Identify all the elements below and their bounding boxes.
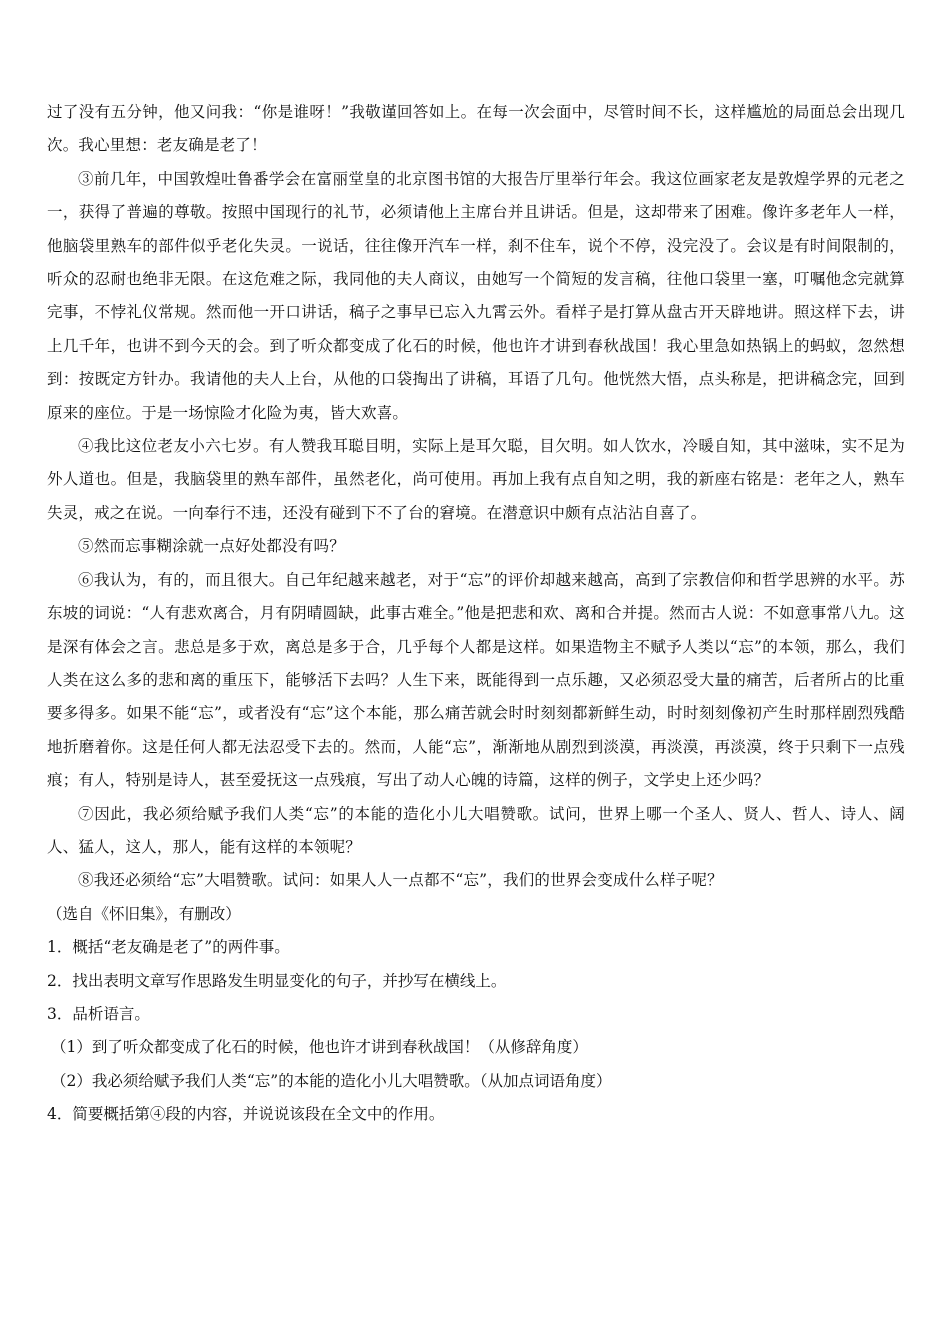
question-1: 1．概括“老友确是老了”的两件事。	[47, 938, 290, 957]
source-note: （选自《怀旧集》，有删改）	[47, 904, 241, 923]
paragraph-6: ⑥我认为，有的，而且很大。自己年纪越来越老，对于“忘”的评价却越来越高，高到了宗教信仰和哲学思辨的水平。苏东坡的词说：“人有悲欢离合，月有阴晴圆缺，此事古难全。”他是把悲和欢、离和合并提。然而古人说：不如意事常八九。这是深有体会之言。悲总是多于欢，离总是多于合，几乎每个人都是这样。如果造物主不赋予人类以“忘”的本领，那么，我们人类在这么多的悲和离的重压下，能够活下去吗？人生下来，既能得到一点乐趣，又必须忍受大量的痛苦，后者所占的比重要多得多。如果不能“忘”，或者没有“忘”这个本能，那么痛苦就会时时刻刻都新鲜生动，时时刻刻像初产生时那样剧烈残酷地折磨着你。这是任何人都无法忍受下去的。然而，人能“忘”，渐渐地从剧烈到淡漠，再淡漠，再淡漠，终于只剩下一点残痕；有人，特别是诗人，甚至爱抚这一点残痕，写出了动人心魄的诗篇，这样的例子，文学史上还少吗？	[47, 570, 905, 790]
paragraph-2-continuation: 过了没有五分钟，他又问我：“你是谁呀！”我敬谨回答如上。在每一次会面中，尽管时间不长，这样尴尬的局面总会出现几次。我心里想：老友确是老了！	[47, 103, 905, 155]
document-page	[47, 96, 905, 1132]
question-3-part-2: （2）我必须给赋予我们人类“忘”的本能的造化小儿大唱赞歌。（从加点词语角度）	[51, 1071, 612, 1090]
paragraph-3: ③前几年，中国敦煌吐鲁番学会在富丽堂皇的北京图书馆的大报告厅里举行年会。我这位画家老友是敦煌学界的元老之一，获得了普遍的尊敬。按照中国现行的礼节，必须请他上主席台并且讲话。但是，这却带来了困难。像许多老年人一样，他脑袋里熟车的部件似乎老化失灵。一说话，往往像开汽车一样，刹不住车，说个不停，没完没了。会议是有时间限制的，听众的忍耐也绝非无限。在这危难之际，我同他的夫人商议，由她写一个简短的发言稿，往他口袋里一塞，叮嘱他念完就算完事，不悖礼仪常规。然而他一开口讲话，稿子之事早已忘入九霄云外。看样子是打算从盘古开天辟地讲。照这样下去，讲上几千年，也讲不到今天的会。到了听众都变成了化石的时候，他也许才讲到春秋战国！我心里急如热锅上的蚂蚁，忽然想到：按既定方针办。我请他的夫人上台，从他的口袋掏出了讲稿，耳语了几句。他恍然大悟，点头称是，把讲稿念完，回到原来的座位。于是一场惊险才化险为夷，皆大欢喜。	[47, 169, 905, 422]
paragraph-8: ⑧我还必须给“忘”大唱赞歌。试问：如果人人一点都不“忘”，我们的世界会变成什么样子呢？	[78, 871, 723, 890]
question-3: 3．品析语言。	[47, 1004, 150, 1023]
paragraph-4: ④我比这位老友小六七岁。有人赞我耳聪目明，实际上是耳欠聪，目欠明。如人饮水，冷暖自知，其中滋味，实不足为外人道也。但是，我脑袋里的熟车部件，虽然老化，尚可使用。再加上我有点自知之明，我的新座右铭是：老年之人，熟车失灵，戒之在说。一向奉行不违，还没有碰到下不了台的窘境。在潜意识中颇有点沾沾自喜了。	[47, 437, 905, 522]
question-2: 2．找出表明文章写作思路发生明显变化的句子，并抄写在横线上。	[47, 971, 507, 990]
paragraph-5: ⑤然而忘事糊涂就一点好处都没有吗？	[78, 537, 345, 556]
paragraph-7: ⑦因此，我必须给赋予我们人类“忘”的本能的造化小儿大唱赞歌。试问，世界上哪一个圣人、贤人、哲人、诗人、阔人、猛人，这人，那人，能有这样的本领呢？	[47, 804, 905, 856]
question-4: 4．简要概括第④段的内容，并说说该段在全文中的作用。	[47, 1105, 445, 1124]
question-3-part-1: （1）到了听众都变成了化石的时候，他也许才讲到春秋战国！（从修辞角度）	[51, 1038, 588, 1057]
